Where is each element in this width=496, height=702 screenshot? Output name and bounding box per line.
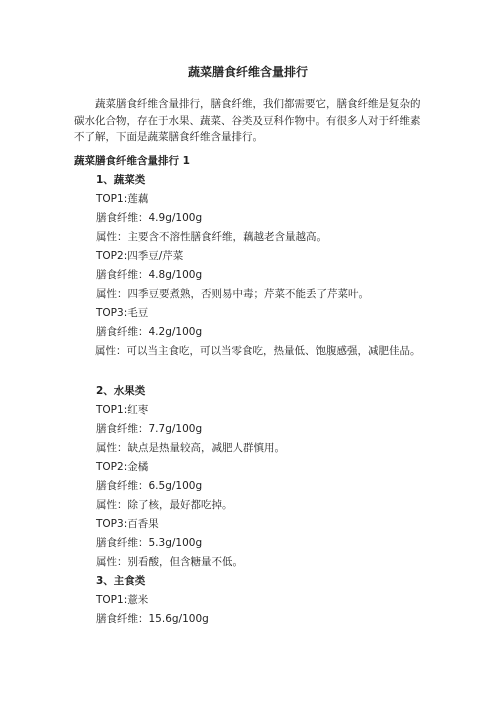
- item-attribute: 属性：主要含不溶性膳食纤维，藕越老含量越高。: [96, 231, 327, 243]
- section-heading: 蔬菜膳食纤维含量排行 1: [74, 155, 190, 167]
- item-attribute: 属性：可以当主食吃，可以当零食吃，热量低、饱腹感强，减肥佳品。: [95, 345, 421, 357]
- category-heading: 2、水果类: [96, 385, 146, 397]
- item-fiber: 膳食纤维：7.7g/100g: [96, 423, 203, 435]
- page-title: 蔬菜膳食纤维含量排行: [187, 65, 308, 79]
- item-fiber: 膳食纤维：15.6g/100g: [96, 613, 209, 625]
- category-heading: 3、主食类: [96, 575, 146, 587]
- intro-paragraph: 蔬菜膳食纤维含量排行，膳食纤维，我们都需要它，膳食纤维是复杂的碳水化合物，存在于水果、蔬菜、谷类及豆科作物中。有很多人对于纤维素不了解，下面是蔬菜膳食纤维含量排行。: [74, 98, 421, 143]
- item-fiber: 膳食纤维：5.3g/100g: [96, 537, 203, 549]
- item-top: TOP1:莲藕: [96, 193, 149, 205]
- item-fiber: 膳食纤维：6.5g/100g: [96, 480, 203, 492]
- item-attribute: 属性：除了核，最好都吃掉。: [96, 499, 233, 511]
- item-top: TOP1:薏米: [96, 594, 149, 606]
- item-top: TOP3:百香果: [96, 518, 159, 530]
- item-top: TOP2:四季豆/芹菜: [96, 250, 184, 262]
- item-fiber: 膳食纤维：4.9g/100g: [96, 212, 203, 224]
- item-top: TOP1:红枣: [96, 404, 149, 416]
- item-fiber: 膳食纤维：4.8g/100g: [96, 269, 203, 281]
- item-attribute: 属性：四季豆要煮熟，否则易中毒；芹菜不能丢了芹菜叶。: [96, 288, 369, 300]
- item-top: TOP2:金橘: [96, 461, 149, 473]
- category-heading: 1、蔬菜类: [96, 174, 146, 186]
- item-attribute: 属性：缺点是热量较高，减肥人群慎用。: [96, 442, 285, 454]
- item-fiber: 膳食纤维：4.2g/100g: [96, 326, 203, 338]
- item-attribute: 属性：别看酸，但含糖量不低。: [96, 556, 243, 568]
- item-top: TOP3:毛豆: [96, 307, 149, 319]
